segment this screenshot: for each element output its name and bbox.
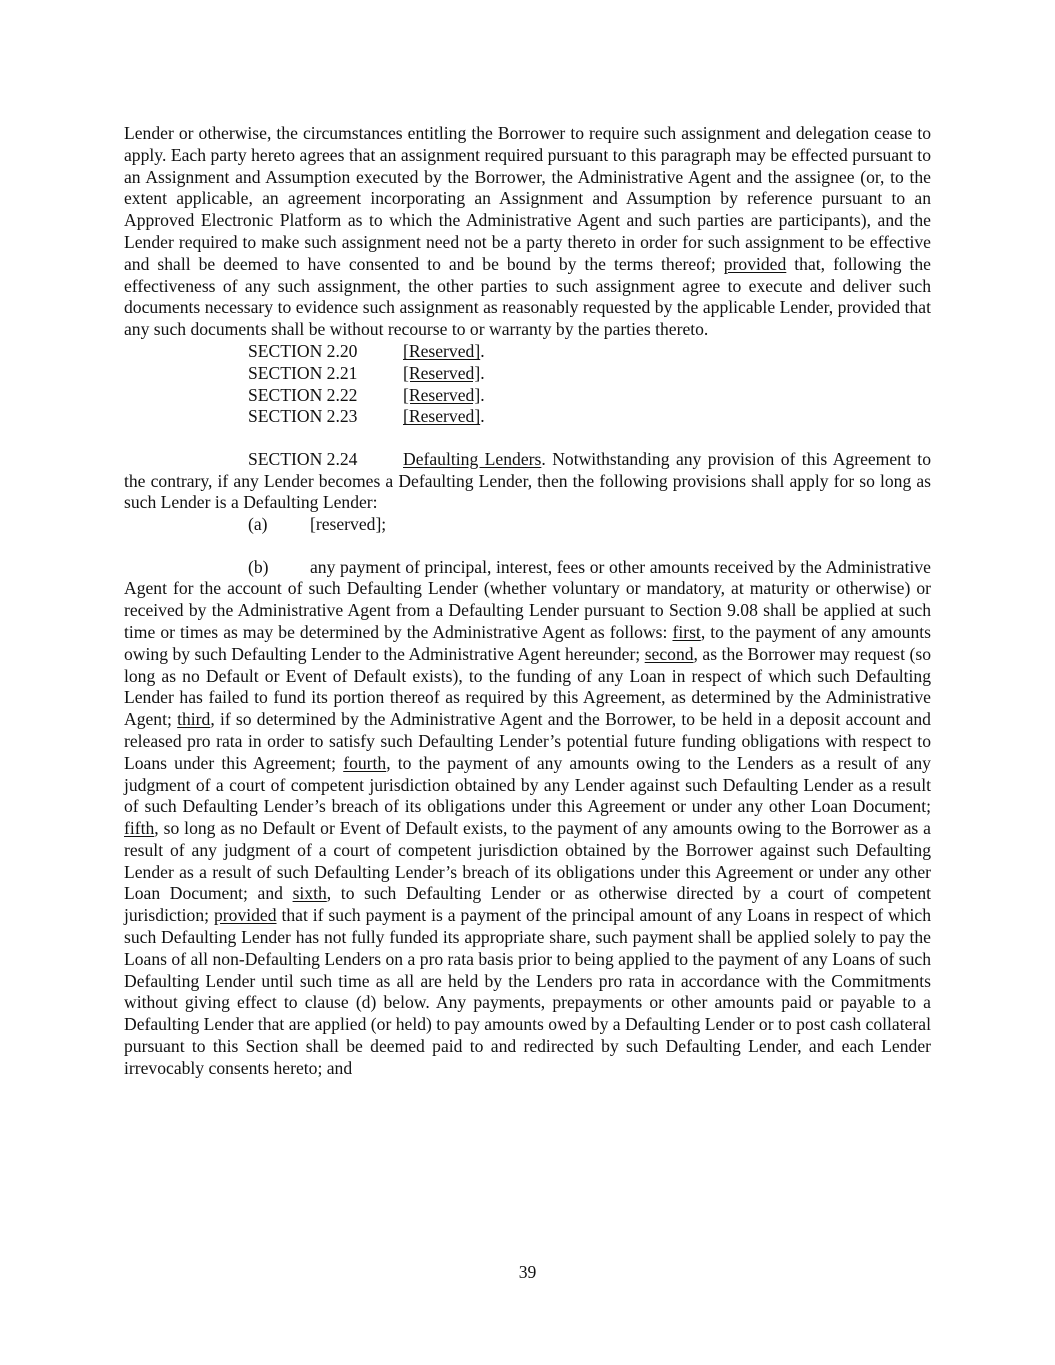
paragraph-text: that, following the effectiveness of any such assignment, the other parties to such assignment agree to execute and deliver such documents necessary to evidence such assignment as reasonably requested by the applicable Lender, provided that any such documents shall be without recourse to or warranty by the parties thereto. [124, 253, 931, 340]
section-number: SECTION 2.20 [248, 340, 358, 361]
term-third: third [177, 709, 211, 730]
section-heading-2-23 [124, 406, 931, 428]
provided-term: provided [723, 253, 787, 274]
paragraph-text: . Notwithstanding any provision of this Agreement to the contrary, if any Lender becomes a Defaulting Lender, then the following provisions shall apply for so long as such Lender is a Defaulting Lender: [124, 448, 931, 513]
section-heading-2-20 [124, 341, 931, 363]
clause-text: , if so determined by the Administrative Agent and the Borrower, to be held in a deposit account and released pro rata in order to satisfy such Defaulting Lender’s potential future funding obligations with respect to Loans under this Agreement; [124, 709, 931, 773]
section-suffix: . [480, 340, 485, 361]
section-heading-2-22 [124, 385, 931, 407]
section-suffix: . [480, 406, 485, 427]
term-fourth: fourth [343, 752, 387, 773]
section-2-24-paragraph [124, 449, 931, 514]
term-fifth: fifth [124, 818, 155, 839]
term-second: second [644, 643, 694, 664]
clause-a [124, 514, 931, 536]
continuation-paragraph [124, 123, 931, 341]
term-first: first [672, 621, 701, 642]
document-page [124, 123, 931, 1080]
section-title: [Reserved] [403, 340, 481, 361]
section-suffix: . [480, 384, 485, 405]
section-number: SECTION 2.22 [248, 384, 358, 405]
section-heading-2-21 [124, 363, 931, 385]
clause-text: , so long as no Default or Event of Default exists, to the payment of any amounts owing to the Borrower as a result of any judgment of a court of competent jurisdiction obtained by the Borrower against such Defaulting Lender as a result of such Defaulting Lender’s breach of its obligations under this Agreement or under any other Loan Document; and [124, 818, 931, 904]
clause-text: that if such payment is a payment of the principal amount of any Loans in respect of which such Defaulting Lender has not fully funded its appropriate share, such payment shall be applied solely to pay the Loans of all non-Defaulting Lenders on a pro rata basis prior to being applied to the payment of any Loans of such Defaulting Lender until such time as all are held by the Lenders pro rata in accordance with the Commitments without giving effect to clause (d) below. Any payments, prepayments or other amounts paid or payable to a Defaulting Lender that are applied (or held) to pay amounts owed by a Defaulting Lender or to post cash collateral pursuant to this Section shall be deemed paid to and redirected by such Defaulting Lender, and each Lender irrevocably consents hereto; and [124, 905, 931, 1078]
clause-text: any payment of principal, interest, fees or other amounts received by the Administrative Agent for the account of such Defaulting Lender (whether voluntary or mandatory, at maturity or otherwise) or received by the Administrative Agent from a Defaulting Lender pursuant to Section 9.08 shall be applied at such time or times as may be determined by the Administrative Agent as follows: [124, 556, 931, 642]
section-number: SECTION 2.21 [248, 362, 358, 383]
clause-text: , as the Borrower may request (so long as no Default or Event of Default exists), to the funding of any Loan in respect of which such Defaulting Lender has failed to fund its portion thereof as required by this Agreement, as determined by the Administrative Agent; [124, 643, 931, 730]
section-title: [Reserved] [403, 384, 481, 405]
term-sixth: sixth [292, 883, 327, 904]
page-number: 39 [518, 1262, 537, 1282]
provided-term: provided [213, 905, 277, 926]
clause-label: (a) [248, 514, 268, 535]
section-title: [Reserved] [403, 406, 481, 427]
section-title: Defaulting Lenders [403, 448, 542, 469]
clause-text: , to the payment of any amounts owing to the Lenders as a result of any judgment of a court of competent jurisdiction obtained by any Lender against such Defaulting Lender as a result of such Defaulting Lender’s breach of its obligations under this Agreement or under any other Loan Document; [124, 752, 931, 817]
clause-text: [reserved]; [310, 514, 387, 535]
section-title: [Reserved] [403, 362, 481, 383]
clause-b [124, 557, 931, 1080]
section-number: SECTION 2.24 [248, 448, 358, 469]
paragraph-text: Lender or otherwise, the circumstances entitling the Borrower to require such assignment and delegation cease to apply. Each party hereto agrees that an assignment required pursuant to this paragraph may be effected pursuant to an Assignment and Assumption executed by the Borrower, the Administrative Agent and the assignee (or, to the extent applicable, an agreement incorporating an Assignment and Assumption by reference pursuant to an Approved Electronic Platform as to which the Administrative Agent and such parties are participants), and the Lender required to make such assignment need not be a party thereto in order for such assignment to be effective and shall be deemed to have consented to and be bound by the terms thereof; [124, 123, 931, 274]
clause-text: , to the payment of any amounts owing by such Defaulting Lender to the Administrative Agent hereunder; [124, 621, 931, 664]
clause-label: (b) [248, 556, 269, 577]
section-number: SECTION 2.23 [248, 406, 358, 427]
section-suffix: . [480, 362, 485, 383]
clause-text: , to such Defaulting Lender or as otherwise directed by a court of competent jurisdiction; [124, 883, 931, 926]
